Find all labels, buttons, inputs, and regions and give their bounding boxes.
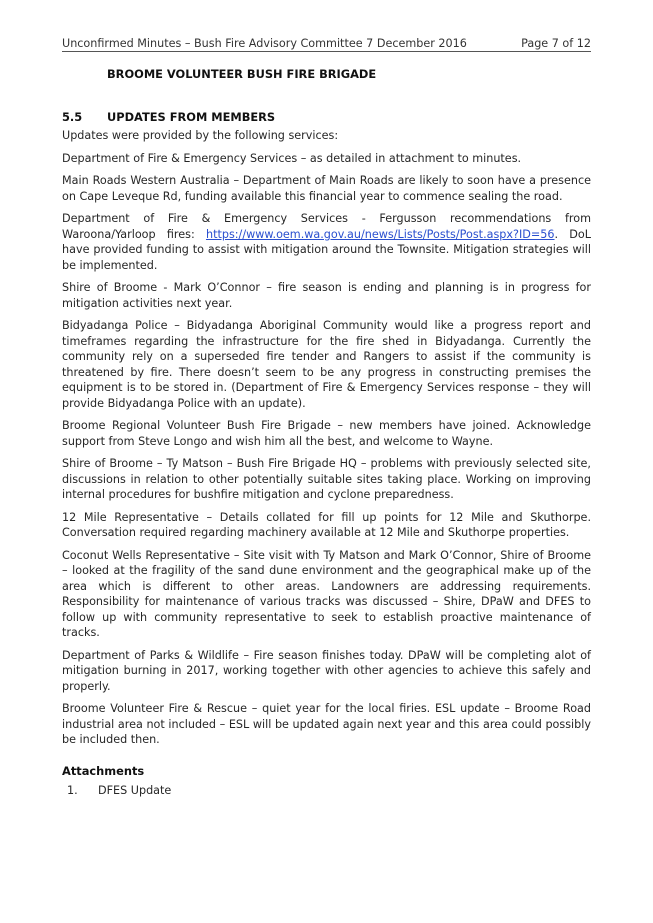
brigade-heading: BROOME VOLUNTEER BUSH FIRE BRIGADE xyxy=(107,67,377,81)
section-number: 5.5 xyxy=(62,110,83,124)
paragraph: Coconut Wells Representative – Site visit with Ty Matson and Mark O’Connor, Shire of Broome – looked at the fragility of the sand dune environment and the geographical make up of the area which is different to other areas. Landowners are addressing requirements. Responsibility for maintenance of various tracks was discussed – Shire, DPaW and DFES to follow up with community representative to seek to establish proactive maintenance of tracks. xyxy=(62,548,591,639)
section-title: UPDATES FROM MEMBERS xyxy=(107,110,276,124)
paragraph: Updates were provided by the following services: xyxy=(62,129,339,142)
attachments-heading: Attachments xyxy=(62,764,145,778)
paragraph: Department of Parks & Wildlife – Fire season finishes today. DPaW will be completing alot of mitigation burning in 2017, working together with other agencies to achieve this safely and properly. xyxy=(62,648,591,693)
paragraph: Bidyadanga Police – Bidyadanga Aboriginal Community would like a progress report and timeframes regarding the infrastructure for the fire shed in Bidyadanga. Currently the community rely on a superseded fire tender and Rangers to assist if the community is threatened by fire. There doesn’t seem to be any progress in constructing premises the equipment is to be stored in. (Department of Fire & Emergency Services response – they will provide Bidyadanga Police with an update). xyxy=(62,319,591,410)
header-divider xyxy=(62,51,591,52)
paragraph: Shire of Broome – Ty Matson – Bush Fire Brigade HQ – problems with previously selected site, discussions in relation to other potentially suitable sites taking place. Working on improving internal procedures for bushfire mitigation and cyclone preparedness. xyxy=(62,457,591,501)
paragraph: 12 Mile Representative – Details collated for fill up points for 12 Mile and Skuthorpe. Conversation required regarding machinery available at 12 Mile and Skuthorpe properties. xyxy=(62,510,591,539)
paragraph: Main Roads Western Australia – Department of Main Roads are likely to soon have a presence on Cape Leveque Rd, funding available this financial year to commence sealing the road. xyxy=(62,174,591,203)
page-header xyxy=(62,37,591,52)
page-number: Page 7 of 12 xyxy=(521,37,591,50)
paragraph-with-link xyxy=(62,211,591,273)
oem-news-link[interactable]: https://www.oem.wa.gov.au/news/Lists/Posts/Post.aspx?ID=56 xyxy=(205,227,555,241)
paragraph: Broome Volunteer Fire & Rescue – quiet year for the local firies. ESL update – Broome Road industrial area not included – ESL will be updated again next year and this area could possibly be included then. xyxy=(62,702,591,746)
paragraph: Department of Fire & Emergency Services – as detailed in attachment to minutes. xyxy=(62,151,522,165)
attachment-item xyxy=(67,784,171,797)
paragraph-text: . DoL have provided funding to assist with mitigation around the Townsite. Mitigation strategies will be implemented. xyxy=(62,227,591,272)
section-heading xyxy=(62,110,275,124)
paragraph: Broome Regional Volunteer Bush Fire Brigade – new members have joined. Acknowledge support from Steve Longo and wish him all the best, and welcome to Wayne. xyxy=(62,419,591,448)
attachment-number: 1. xyxy=(67,784,78,797)
section-body xyxy=(62,128,591,755)
attachment-label: DFES Update xyxy=(98,784,172,797)
paragraph-text: Department of Fire & Emergency Services - Fergusson recommendations from Waroona/Yarloop fires: xyxy=(62,212,591,241)
header-title: Unconfirmed Minutes – Bush Fire Advisory Committee 7 December 2016 xyxy=(62,37,467,50)
paragraph: Shire of Broome - Mark O’Connor – fire season is ending and planning is in progress for mitigation activities next year. xyxy=(62,281,591,310)
